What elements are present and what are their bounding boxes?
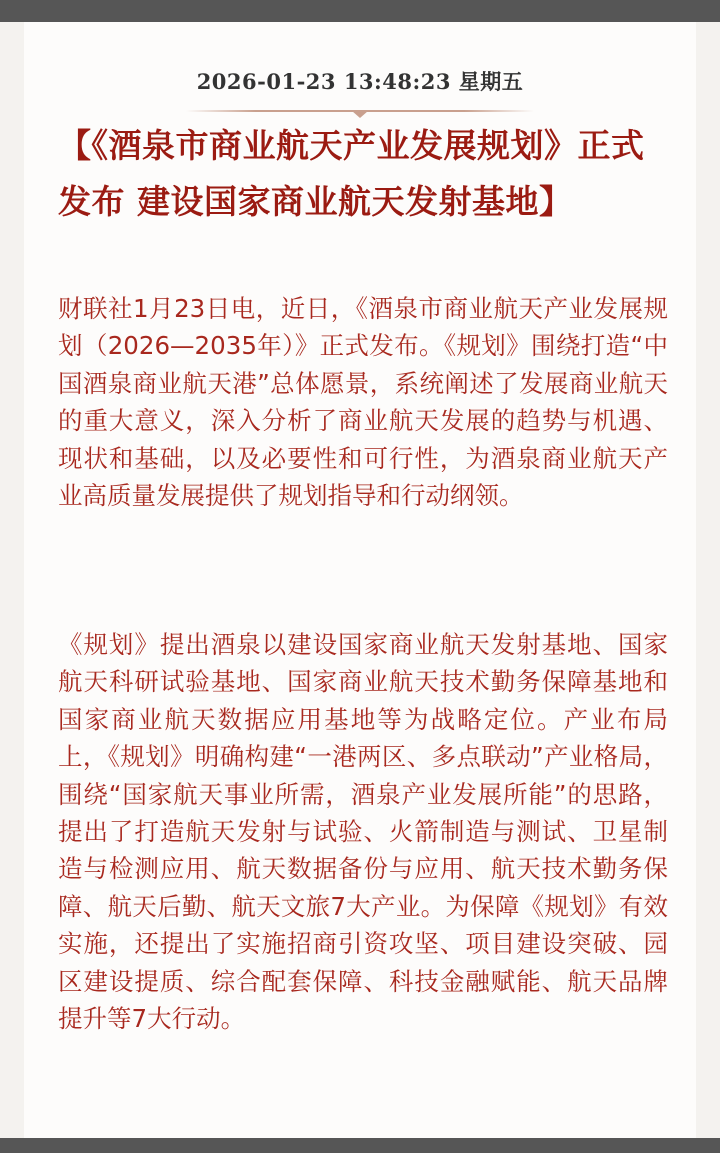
bottom-frame-bar — [0, 1138, 720, 1153]
article-headline: 【《酒泉市商业航天产业发展规划》正式发布 建设国家商业航天发射基地】 — [58, 126, 645, 221]
article-datetime: 2026-01-23 13:48:23 星期五 — [196, 69, 524, 94]
article-paragraph-1: 财联社1月23日电，近日，《酒泉市商业航天产业发展规划（2026—2035年）》正式发布。《规划》围绕打造“中国酒泉商业航天港”总体愿景，系统阐述了发展商业航天的重大意义，深入分析了商业航天发展的趋势与机遇、现状和基础，以及必要性和可行性，为酒泉商业航天产业高质量发展提供了规划指导和行动纲领。 — [58, 294, 668, 511]
article-card — [24, 22, 696, 1138]
divider-notch — [352, 111, 368, 118]
article-paragraph-2: 《规划》提出酒泉以建设国家商业航天发射基地、国家航天科研试验基地、国家商业航天技术勤务保障基地和国家商业航天数据应用基地等为战略定位。产业布局上，《规划》明确构建“一港两区、多点联动”产业格局，围绕“国家航天事业所需，酒泉产业发展所能”的思路，提出了打造航天发射与试验、火箭制造与测试、卫星制造与检测应用、航天数据备份与应用、航天技术勤务保障、航天后勤、航天文旅7大产业。为保障《规划》有效实施，还提出了实施招商引资攻坚、项目建设突破、园区建设提质、综合配套保障、科技金融赋能、航天品牌提升等7大行动。 — [58, 630, 668, 1034]
top-frame-bar — [0, 0, 720, 22]
